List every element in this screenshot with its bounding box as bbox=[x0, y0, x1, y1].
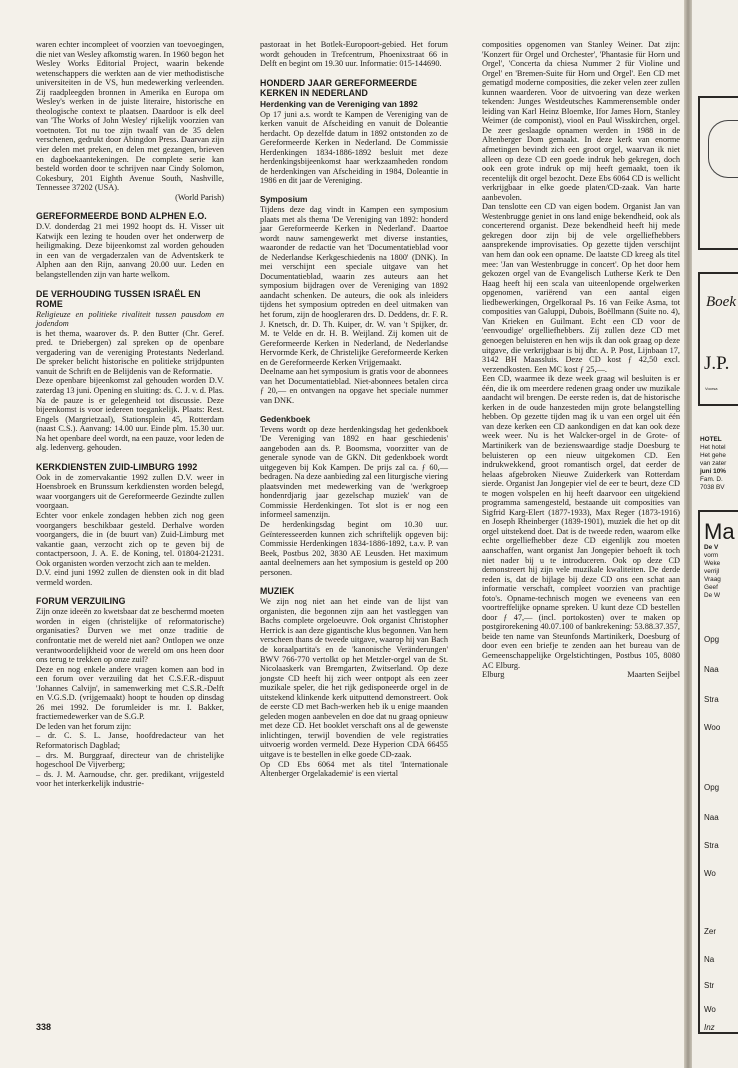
hotel-line: Het hotel bbox=[700, 444, 726, 451]
list-item: – drs. M. Burggraaf, directeur van de christelijke hogeschool De Vijverberg; bbox=[36, 750, 224, 770]
form-sub: De V bbox=[704, 544, 719, 551]
intro-paragraph: pastoraat in het Botlek-Europoort-gebied. Het forum wordt gehouden in Trefcentrum, Phoenixstraat 66 in Delft en begint om 19.30 uur. Informatie: 015-144690. bbox=[260, 40, 448, 69]
article-paragraph: Deze en nog enkele andere vragen komen aan bod in een forum over verzuiling dat het C.S.F.R.-dispuut 'Johannes Calvijn', in samenwerking met C.S.R.-Delft en V.G.S.D. (vrijgemaakt) hoopt te houden op dinsdag 26 mei 1992. De forumleider is mr. I. Bakker, fractiemedewerker van de S.G.P. bbox=[36, 664, 224, 722]
book-gutter bbox=[684, 0, 692, 1068]
hotel-line: 7038 BV bbox=[700, 484, 725, 491]
form-field-label: Wo bbox=[704, 1005, 716, 1014]
sub-heading: Herdenking van de Vereniging van 1892 bbox=[260, 98, 418, 109]
article-paragraph: We zijn nog niet aan het einde van de lijst van organisten, die begonnen zijn aan het vastleggen van Bachs complete orgeloeuvre. Ook organist Christopher Herrick is aan deze gigantische klus begonnen. Van hem verscheen thans de tweede uitgave, waarop hij van Bach de koraalpartita's en de 'kanonische Veränderungen' BWV 766-770 vertolkt op het Metzler-orgel van de St. Nicolaaskerk van Bremgarten, Zwitserland. Op deze jongste CD heeft hij zich weer ontpopt als een zeer muzikale speler, die het rijk gedisponeerde orgel in de uitstekend klinkende kerk uitputtend demonstreert. Ook de eerste CD met Bach-werken heb ik u enige maanden geleden mogen aanbevelen en doe dat nu graag opnieuw met deze CD. Het booklet verschaft ons al de gewenste inlichtingen, terwijl bovendien de vele registraties uitvoerig worden vermeld. Deze Hyperion CDA 66455 uitgave is te bestellen in elke goede CD-zaak. bbox=[260, 597, 448, 759]
section-heading: GEREFORMEERDE BOND ALPHEN E.O. bbox=[36, 211, 207, 222]
hotel-line: van zater bbox=[700, 460, 727, 467]
form-sub: Weke bbox=[704, 560, 721, 567]
form-field-label: Str bbox=[704, 981, 715, 990]
form-field-label: Naa bbox=[704, 813, 719, 822]
article-paragraph: Op 17 juni a.s. wordt te Kampen de Vereniging van de kerken vanuit de Afscheiding en vanuit de Doleantie herdacht. Op dezelfde datum in 1892 ontstonden zo de Gereformeerde Kerken in Nederland. De Commissie Herdenkingen 1834-1886-1892 besluit met deze herdenkingsbijeenkomst haar werkzaamheden rondom de herdenkingen van Afscheiding in 1984, Doleantie in 1986 en dit jaar de Vereniging. bbox=[260, 109, 448, 186]
article-paragraph: Een CD, waarmee ik deze week graag wil besluiten is er één, die ik om meerdere redenen graag onder uw muzikale aandacht wil brengen. De eerste reden is, dat de historische kerken in de oude hanzesteden mijn grote belangstelling hebben. Op gezette tijden mag ik u van een orgel uit één van deze kerken een CD aankondigen en dat kan ook deze week weer. Nu is het Walcker-orgel in de Grote- of Martinikerk van de bezienswaardige stadje Doesburg te beluisteren op een nieuw uitgekomen CD. Een indrukwekkend, groot romantisch orgel, dat eerder de helaas afgebroken Nieuwe Zuiderkerk van Rotterdam sierde. Organist Jan Jongepier viel de eer te beurt, deze CD te mogen volspelen en hij heeft daarvoor een uitgekiend programma samengesteld, bestaande uit composities van Sigfrid Karg-Elert (1877-1933), Max Reger (1873-1916) en Joseph Rheinberger (1839-1901), muziek die het op dit orgel uitstekend doet. Dat is de tweede reden, waarom elke echte orgelliefhebber deze CD eigenlijk zou moeten aanschaffen, want organist Jan Jongepier behoeft ik toch niet nader bij u te introduceren. Ook op deze CD demonstreert hij zijn vele muzikale kwaliteiten. De derde reden is, dat de bijlage bij deze CD ons een schat aan informatie verschaft, compleet voorzien van prachtige foto's. Opname-technisch mogen we eveneens van een voortreffelijke opname spreken. U kunt deze CD bestellen door ƒ 47,— (incl. portokosten) over te maken op postgirorekening 40.07.100 of bankrekening: 53.88.37.357, beide ten name van Steunfonds Martinikerk, Doesburg of door even een briefje te zenden aan het bureau van de Gemeenschappelijke Orgelstichtingen, Postbus 105, 8080 AC Elburg. bbox=[482, 374, 680, 670]
form-title: Ma bbox=[704, 519, 735, 544]
order-form-box bbox=[698, 510, 738, 1034]
section-heading: DE VERHOUDING TUSSEN ISRAËL EN ROME bbox=[36, 288, 201, 309]
article-paragraph: is het thema, waarover ds. P. den Butter (Chr. Geref. pred. te Driebergen) zal spreken op de openbare vergadering van de vereniging Protestants Nederland. De spreker belicht historische en politieke strijdpunten vanuit de Schrift en de Belijdenis van de Reformatie. bbox=[36, 328, 224, 376]
form-field-label: Stra bbox=[704, 695, 719, 704]
article-paragraph: De leden van het forum zijn: bbox=[36, 721, 132, 731]
ad-small: Voorsa bbox=[705, 386, 718, 391]
article-paragraph: Op CD Ebs 6064 met als titel 'Internationale Altenberger Orgelakademie' is een viertal bbox=[260, 759, 448, 779]
form-sub: De W bbox=[704, 592, 720, 599]
article-paragraph: D.V. donderdag 21 mei 1992 hoopt ds. H. Visser uit Katwijk een lezing te houden over het onderwerp de heiligmaking. Deze bijeenkomst zal worden gehouden in een van de vergaderzalen van de Adventskerk te Alphen aan den Rijn, aanvang 20.00 uur. Leden en belangstellenden zijn van harte welkom. bbox=[36, 222, 224, 280]
list-item: – dr. C. S. L. Janse, hoofdredacteur van het Reformatorisch Dagblad; bbox=[36, 731, 224, 750]
sub-heading: Gedenkboek bbox=[260, 413, 311, 424]
article-paragraph: De herdenkingsdag begint om 10.30 uur. Geïnteresseerden kunnen zich schriftelijk opgeven bij: Commissie Herdenkingen 1834-1886-1892, t.a.v. P. van Beek, Postbus 202, 3830 AE Leusden. Het maximum aantal deelnemers aan het symposium is gesteld op 200 personen. bbox=[260, 519, 448, 577]
emblem-icon bbox=[708, 120, 738, 178]
hotel-line: HOTEL bbox=[700, 436, 722, 443]
page-number: 338 bbox=[36, 1022, 52, 1032]
form-field-label: Opg bbox=[704, 635, 720, 644]
form-field-label: Opg bbox=[704, 783, 720, 792]
section-heading: MUZIEK bbox=[260, 586, 295, 597]
signature-name: Maarten Seijbel bbox=[627, 670, 680, 680]
article-paragraph: Tevens wordt op deze herdenkingsdag het gedenkboek 'De Vereniging van 1892 en haar geschiedenis' aangeboden aan ds. P. Boomsma, voorzitter van de generale synode van de GKN. Dit gedenkboek wordt uitgegeven bij Kok Kampen. De prijs zal ca. ƒ 60,—bedragen. Na deze aanbieding zal een liturgische viering plaatsvinden met medewerking van de 'werkgroep hondenrdjarig jaar gezelschap muziek' van de Commissie Herdenkingen. Tot slot is er nog een informeel samenzijn. bbox=[260, 424, 448, 520]
article-paragraph: Deelname aan het symposium is gratis voor de abonnees van het Documentatieblad. Niet-abonnees betalen circa ƒ 20,— en ontvangen na opgave het speciale nummer van DNK. bbox=[260, 367, 449, 405]
form-sub: verrijl bbox=[704, 568, 720, 575]
form-field-label: Inz bbox=[704, 1023, 715, 1032]
form-field-label: Wo bbox=[704, 869, 716, 878]
form-field-label: Na bbox=[704, 955, 715, 964]
ad-box bbox=[698, 96, 738, 250]
author-signature bbox=[482, 670, 680, 680]
article-paragraph: Deze openbare bijeenkomst zal gehouden worden D.V. zaterdag 13 juni. Opening en sluiting: ds. C. J. v. d. Plas. Na de pauze is er gelegenheid tot discussie. Deze bijeenkomst is voor iedereen toegankelijk. Plaats: Rest. Engels (Margrietzaal), Stationsplein 45, Rotterdam (naast C.S.). Aanvang: 14.00 uur. Einde plm. 15.30 uur. Na het openbare deel wordt, na een pauze, voor leden de alg. ledenverg. gehouden. bbox=[36, 376, 224, 453]
ad-box bbox=[698, 272, 738, 406]
form-field-label: Zer bbox=[704, 927, 716, 936]
section-heading: FORUM VERZUILING bbox=[36, 596, 126, 607]
adjacent-page bbox=[692, 0, 738, 1068]
source-credit: (World Parish) bbox=[175, 192, 224, 202]
hotel-line: juni 10% bbox=[700, 468, 726, 475]
column-2 bbox=[260, 40, 448, 779]
article-lead: Religieuze en politieke rivaliteit tussen pausdom en jodendom bbox=[36, 309, 224, 329]
signature-place: Elburg bbox=[482, 670, 505, 680]
article-paragraph: Dan tenslotte een CD van eigen bodem. Organist Jan van Westenbrugge geniet in ons land enige bekendheid, ook als concerterend organist. Deze bekendheid heeft hij mede gekregen door zijn bij de vele orgelliefhebbers aansprekende improvisaties. Op gezette tijden verschijnt van hem dan ook een opname. De laatste CD kreeg als titel mee: 'Jan van Westenbrugge in concert'. Op het door hem gekozen orgel van de Evangelisch Lutherse Kerk te Den Haag heeft hij een scala van uiteenlopende orgelwerken opgenomen, variërend van een aantal eigen liedbewerkingen, Orgelkoraal Ps. 16 van Feike Asma, tot composities van Galuppi, Dubois, Boëllmann (Suite no. 4), Van Krieken en Guilmant. Echt een CD voor de 'eenvoudige' orgelliefhebbers. Zij zullen deze CD met genoegen beluisteren en hen wijs ik dan ook graag op deze uitgave, die verkrijgbaar is bij dhr. A. P. Post, Lijnbaan 17, 3142 BH Maassluis. Deze CD kost ƒ 42,50 excl. verzendkosten. Een MC kost ƒ 25,—. bbox=[482, 202, 680, 374]
form-field-label: Stra bbox=[704, 841, 719, 850]
list-item: – ds. J. M. Aarnoudse, chr. ger. predikant, vrijgesteld voor het interkerkelijk industrie- bbox=[36, 769, 224, 789]
article-paragraph: Echter voor enkele zondagen hebben zich nog geen voorgangers beschikbaar gesteld. Derhalve worden voorgangers, die in (de buurt van) Zuid-Limburg met vakantie gaan, verzocht zich op te geven bij de contactpersoon, J. A. E. de Koning, tel. 01804-21231. Ook organisten worden verzocht zich aan te melden. bbox=[36, 510, 224, 568]
form-sub: Geef bbox=[704, 584, 718, 591]
form-field-label: Woo bbox=[704, 723, 721, 732]
ad-script: Boek bbox=[706, 294, 736, 310]
article-paragraph: composities opgenomen van Stanley Weiner. Dat zijn: 'Konzert für Orgel und Orchester', 'Phantasie für Horn und Orgel', 'Concerta da chiesa Nummer 2 für Violine und Orgel' en 'Bremen-Suite für Horn und Orgel'. Een CD met gematigd moderne composities, die zeker velen zeer zullen kunnen waarderen. Voor de uitvoering van deze werken tekenden: Junges Westdeutsches Kammerensemble onder leiding van Karl Heinz Bloemke, Ifor James Horn, Stanley Weimer (de componist), viool en Paul Wisskirchen, orgel. De zeer geslaagde opnamen werden in 1988 in de Altenberger Dom gemaakt. In deze kerk van enorme afmetingen bevindt zich een groot orgel, waarvan ik niet alleen op deze CD een goede indruk heb gekregen, doch ook een grote indruk op mij heeft gemaakt, toen ik recentelijk dit orgel bezocht. Deze Ebs 6064 CD is wellicht verkrijgbaar in elke goede platen/CD-zaak. Van harte aanbevolen. bbox=[482, 40, 680, 202]
section-heading: HONDERD JAAR GEREFORMEERDE KERKEN IN NEDERLAND bbox=[260, 77, 418, 98]
article-paragraph: Zijn onze ideeën zo kwetsbaar dat ze beschermd moeten worden in eigen (christelijke of reformatorische) organisaties? Durven we met onze traditie de confrontatie met de wereld niet aan? Ontlopen we onze verantwoordelijkheid voor de wereld om ons heen door ons terug te trekken op onze zuil? bbox=[36, 607, 224, 665]
article-paragraph: Ook in de zomervakantie 1992 zullen D.V. weer in Hoensbroek en Brunssum kerkdiensten worden belegd, waar voorgangers uit de Gereformeerde Gezindte zullen voorgaan. bbox=[36, 472, 224, 511]
article-paragraph: Tijdens deze dag vindt in Kampen een symposium plaats met als thema 'De Vereniging van 1892: honderd jaar Gereformeerde Kerken in Nederland'. Daartoe wordt nauw samengewerkt met diverse instanties, waaronder de redactie van het 'Documentatieblad voor de Nederlandse Kerkgeschiedenis na 1800' (DNK). In mei verschijnt een speciale uitgave van het Documentatieblad, waarin zes auteurs aan het symposium bijdragen over de Vereniging van 1892 aandacht schenken. De auteurs, die ook als inleiders tijdens het symposium optreden en deel uitmaken van het forum, zijn de hoogleraren drs. D. Deddens, dr. F. R. J. Knetsch, dr. D. Th. Kuiper, dr. W. van 't Spijker, dr. M. te Velde en dr. H. B. Weijland. Zij komen uit de Gereformeerde Kerken in Nederland, de Nederlandse Hervormde Kerk, de Christelijke Gereformeerde Kerken en de Gereformeerde Kerken Vrijgemaakt. bbox=[260, 205, 448, 367]
hotel-line: Fam. D. bbox=[700, 476, 723, 483]
hotel-line: Het gehe bbox=[700, 452, 726, 459]
form-field-label: Naa bbox=[704, 665, 719, 674]
section-heading: KERKDIENSTEN ZUID-LIMBURG 1992 bbox=[36, 461, 198, 472]
ad-initials: J.P. bbox=[704, 353, 730, 374]
column-1 bbox=[36, 40, 224, 789]
form-sub: vorm bbox=[704, 552, 719, 559]
article-paragraph: D.V. eind juni 1992 zullen de diensten ook in dit blad vermeld worden. bbox=[36, 568, 224, 587]
form-sub: Vraag bbox=[704, 576, 721, 583]
intro-paragraph: waren echter incompleet of voorzien van toevoegingen, die niet van Wesley afkomstig waren. In 1960 begon het Wesley Works Editorial Project, waarin bekende wetenschappers die werkten aan de vier methodistische universiteiten in de VS, hun medewerking verleenden. Zij raadpleegden bronnen in Amerika en Europa om Wesley's werken in de juiste literaire, historische en theologische context te plaatsen. Daardoor is elk deel van 'The Works of John Wesley' rijkelijk voorzien van voetnoten. Tot nu toe zijn twaalf van de 35 delen verschenen, gedrukt door Abingdon Press. Daarvan zijn vier delen met preken, en delen met gezangen, brieven en dagboekaantekeningen. De complete serie kan besteld worden door te schrijven naar Cindy Solomon, Cokesbury, 201 Eighth Avenue South, Nashville, Tennessee 37202 (USA). bbox=[36, 40, 224, 193]
sub-heading: Symposium bbox=[260, 194, 308, 205]
column-3 bbox=[482, 40, 680, 680]
